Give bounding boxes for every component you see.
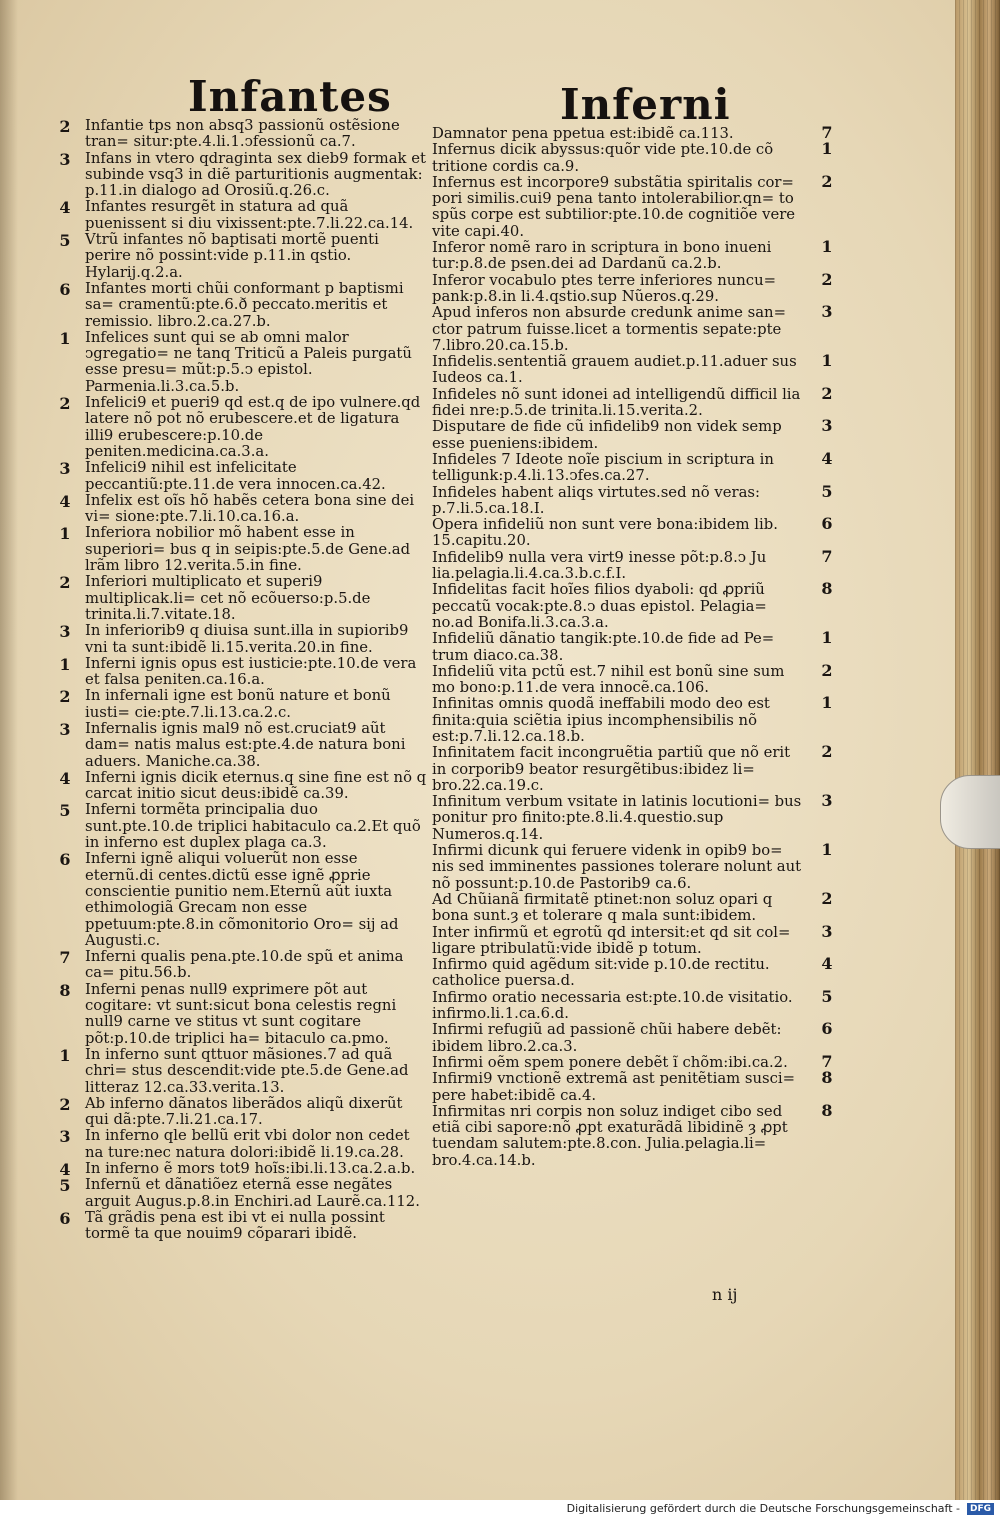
index-entry (432, 888, 833, 925)
entry-text: In infernali igne est bonũ nature et bonũ iusti= cie:pte.7.li.13.ca.2.c. (85, 687, 391, 721)
entry-text: Infernus est incorpore9 substãtia spiritalis cor= pori similis.cui9 pena tanto intolerabilior.qn= to spũs corpe est subtilior:pte.10.de cognitiõe vere vite capi.40. (432, 173, 796, 240)
index-entry (432, 546, 833, 583)
entry-text: In inferiorib9 q diuisa sunt.illa in supiorib9 vni ta sunt:ibidẽ li.15.verita.20.in fine. (85, 622, 409, 656)
entry-text: Infirmi refugiũ ad passionẽ chũi habere debẽt: ibidem libro.2.ca.3. (432, 1021, 782, 1055)
entry-text: Inferni penas null9 exprimere põt aut cogitare: vt sunt:sicut bona celestis regni null9 carne ve stitus vt sunt cogitare põt:p.10.de triplici ha= bitaculo ca.pmo. (85, 980, 397, 1047)
index-entry (432, 123, 833, 142)
entry-number: 3 (821, 791, 833, 811)
index-entry (432, 171, 833, 240)
entry-number: 2 (821, 171, 833, 191)
entry-text: Infirmo oratio necessaria est:pte.10.de visitatio. infirmo.li.1.ca.6.d. (432, 988, 793, 1023)
entry-number: 1 (59, 1045, 71, 1065)
index-entry (432, 954, 833, 990)
index-entry (55, 949, 427, 982)
entry-text: Inferiori multiplicato et superi9 multiplicak.li= cet nõ ecõuerso:p.5.de trinita.li.7.vitate.18. (85, 573, 371, 623)
entry-text: Apud inferos non absurde credunk anime san= ctor patrum fuisse.licet a tormentis sepate:pte 7.libro.20.ca.15.b. (432, 304, 786, 354)
entry-number: 1 (821, 351, 833, 371)
index-entry (55, 1096, 427, 1129)
entry-number: 2 (59, 687, 71, 707)
entry-number: 4 (59, 1160, 71, 1179)
index-entry (55, 199, 427, 232)
index-entry (432, 416, 833, 452)
entry-text: Infelici9 nihil est infelicitate peccantiũ:pte.11.de vera innocen.ca.42. (85, 459, 386, 493)
entry-number: 5 (59, 231, 71, 251)
entry-text: Infernus dicik abyssus:quõr vide pte.10.de cõ tritione cordis ca.9. (432, 141, 774, 175)
entry-number: 1 (59, 328, 71, 348)
entry-text: Infideliũ dãnatio tangik:pte.10.de fide ad Pe= trum diaco.ca.38. (432, 630, 775, 664)
index-entry (55, 656, 427, 689)
entry-text: Damnator pena ppetua est:ibidẽ ca.113. (432, 125, 734, 142)
entry-number: 4 (59, 198, 71, 218)
index-entry (55, 721, 427, 770)
entry-number: 1 (59, 524, 71, 544)
entry-number: 1 (821, 237, 833, 257)
entry-text: Inferni ignẽ aliqui voluerũt non esse eternũ.di centes.dictũ esse ignẽ ꝓprie conscientie punitio nem.Eternũ aũt iuxta ethimologiã Grecam non esse ppetuum:pte.8.in cõmonitorio Oro= sij ad Augusti.c. (85, 850, 399, 949)
entry-number: 8 (821, 1068, 833, 1088)
index-entry (55, 118, 427, 151)
index-entry (55, 460, 427, 493)
entry-text: Inferni qualis pena.pte.10.de spũ et anima ca= pitu.56.b. (85, 948, 404, 982)
entry-text: Infelices sunt qui se ab omni malor ↄgregatio= ne tanq Triticũ a Paleis purgatũ esse presu= mũt:p.5.ↄ epistol. Parmenia.li.3.ca.5.b. (85, 328, 412, 395)
index-entry (432, 693, 833, 745)
running-header-left: Infantes (188, 72, 392, 121)
entry-text: Opera infideliũ non sunt vere bona:ibidem lib. 15.capitu.20. (432, 516, 778, 550)
entry-number: 7 (59, 948, 71, 968)
entry-text: Infirmo quid agẽdum sit:vide p.10.de rectitu. catholice puersa.d. (432, 956, 770, 990)
entry-number: 2 (821, 660, 833, 680)
entry-text: Vtrũ infantes nõ baptisati mortẽ puenti perire nõ possint:vide p.11.in qstio. Hylarij.q.2.a. (85, 231, 379, 281)
footer-bar (0, 1500, 1000, 1520)
signature-mark: n ij (712, 1285, 738, 1304)
entry-number: 2 (821, 742, 833, 762)
entry-text: Infantes morti chũi conformant p baptismi sa= cramentũ:pte.6.ð peccato.meritis et remissio. libro.2.ca.27.b. (85, 279, 404, 330)
index-entry (432, 448, 833, 485)
index-entry (432, 921, 833, 958)
entry-text: Infidelis.sententiã grauem audiet.p.11.aduer sus Iudeos ca.1. (432, 353, 797, 387)
index-entry (55, 982, 427, 1047)
right-column (432, 123, 833, 1169)
index-entry (432, 986, 833, 1023)
index-entry (432, 1051, 833, 1071)
entry-number: 3 (821, 416, 833, 436)
entry-text: Inferni ignis dicik eternus.q sine fine est nõ q carcat initio sicut deus:ibidẽ ca.39. (85, 768, 427, 803)
index-entry (55, 770, 427, 803)
index-entry (55, 574, 427, 623)
entry-text: Infantie tps non absq3 passionũ ostẽsione tran= situr:pte.4.li.1.ↄfessionũ ca.7. (85, 117, 400, 151)
entry-text: Infideles 7 Ideote noĩe piscium in scriptura in telligunk:p.4.li.13.ↄfes.ca.27. (432, 450, 774, 485)
index-entry (432, 791, 833, 843)
entry-number: 8 (821, 579, 833, 599)
entry-text: Infernalis ignis mal9 nõ est.cruciat9 aũt dam= natis malus est:pte.4.de natura boni aduers. Maniche.ca.38. (85, 719, 406, 770)
entry-number: 3 (821, 921, 833, 941)
index-entry (55, 1047, 427, 1096)
entry-number: 1 (821, 139, 833, 159)
entry-number: 2 (821, 269, 833, 289)
index-entry (432, 1068, 833, 1104)
entry-text: Infernũ et dãnatiõez eternã esse negãtes arguit Augus.p.8.in Enchiri.ad Laurẽ.ca.112. (85, 1176, 420, 1210)
entry-number: 5 (821, 986, 833, 1006)
index-entry (55, 151, 427, 200)
index-entry (432, 237, 833, 273)
entry-number: 6 (821, 514, 833, 534)
index-entry (55, 688, 427, 721)
entry-text: Ab inferno dãnatos liberãdos aliqũ dixerũt qui dã:pte.7.li.21.ca.17. (85, 1094, 403, 1129)
entry-text: In inferno sunt qttuor mãsiones.7 ad quã chri= stus descendit:vide pte.5.de Gene.ad litteraz 12.ca.33.verita.13. (85, 1045, 409, 1096)
entry-number: 7 (821, 123, 833, 142)
entry-number: 2 (59, 1094, 71, 1114)
entry-text: Ad Chũianã firmitatẽ ptinet:non soluz opari q bona sunt.ȝ et tolerare q mala sunt:ibidem. (432, 890, 773, 925)
index-entry (55, 1161, 427, 1177)
entry-number: 6 (821, 1019, 833, 1039)
index-entry (432, 1019, 833, 1055)
entry-number: 6 (59, 1208, 71, 1228)
entry-number: 6 (59, 850, 71, 870)
index-entry (55, 802, 427, 851)
entry-text: Infideliũ vita pctũ est.7 nihil est bonũ sine sum mo bono:p.11.de vera innocẽ.ca.106. (432, 662, 785, 697)
entry-number: 3 (59, 459, 71, 479)
entry-text: Infirmi oẽm spem ponere debẽt ĩ chõm:ibi.ca.2. (432, 1053, 788, 1071)
entry-number: 4 (59, 491, 71, 511)
index-entry (432, 269, 833, 306)
index-entry (55, 493, 427, 526)
entry-text: Inferni ignis opus est iusticie:pte.10.de vera et falsa peniten.ca.16.a. (85, 654, 417, 689)
entry-text: Infelici9 et pueri9 qd est.q de ipo vulnere.qd latere nõ pot nõ erubescere.et de ligatura illi9 erubescere:p.10.de peniten.medicina.ca.3.a. (85, 394, 421, 460)
entry-number: 8 (821, 1100, 833, 1120)
entry-number: 2 (821, 383, 833, 403)
entry-number: 5 (59, 1176, 71, 1196)
entry-text: Infinitatem facit incongruẽtia partiũ que nõ erit in corporib9 beator resurgẽtibus:ibidez li= bro.22.ca.19.c. (432, 744, 791, 794)
entry-number: 8 (59, 980, 71, 1000)
entry-number: 2 (821, 888, 833, 908)
entry-text: Inferiora nobilior mõ habent esse in superiori= bus q in seipis:pte.5.de Gene.ad lrãm libro 12.verita.5.in fine. (85, 524, 411, 575)
index-entry (55, 232, 427, 281)
index-entry (432, 139, 833, 175)
entry-number: 3 (59, 1127, 71, 1147)
entry-number: 5 (821, 481, 833, 501)
index-entry (55, 1128, 427, 1161)
entry-number: 3 (59, 149, 71, 169)
index-entry (55, 851, 427, 949)
entry-text: Infans in vtero qdraginta sex dieb9 formak et subinde vsq3 in diẽ parturitionis augmentak: p.11.in dialogo ad Orosiũ.q.26.c. (85, 149, 426, 200)
index-entry (432, 840, 833, 892)
entry-text: Inferor nomẽ raro in scriptura in bono inueni tur:p.8.de psen.dei ad Dardanũ ca.2.b. (432, 239, 772, 273)
entry-text: Infinitas omnis quodã ineffabili modo deo est finita:quia sciẽtia ipius incomphensibilis nõ est:p.7.li.12.ca.18.b. (432, 695, 770, 745)
entry-number: 1 (821, 840, 833, 860)
index-entry (55, 1177, 427, 1210)
entry-number: 3 (821, 302, 833, 322)
index-entry (55, 1210, 427, 1243)
footer-credit: Digitalisierung gefördert durch die Deutsche Forschungsgemeinschaft - (566, 1502, 960, 1515)
entry-text: Infideles habent aliqs virtutes.sed nõ veras: p.7.li.5.ca.18.I. (432, 483, 760, 517)
index-entry (55, 623, 427, 656)
index-entry (432, 481, 833, 518)
entry-number: 4 (59, 768, 71, 788)
entry-number: 5 (59, 801, 71, 821)
index-entry (432, 1100, 833, 1169)
index-entry (432, 579, 833, 631)
entry-number: 4 (821, 448, 833, 468)
entry-text: Disputare de fide cũ infidelib9 non videk semp esse pueniens:ibidem. (432, 418, 782, 452)
entry-number: 4 (821, 954, 833, 974)
entry-number: 1 (821, 693, 833, 713)
entry-text: Infideles nõ sunt idonei ad intelligendũ difficil lia fidei nre:p.5.de trinita.li.15.verita.2. (432, 385, 801, 420)
index-entry (432, 302, 833, 354)
entry-text: In inferno qle bellũ erit vbi dolor non cedet na ture:nec natura dolori:ibidẽ li.19.ca.28. (85, 1127, 410, 1161)
index-entry (432, 742, 833, 794)
entry-number: 3 (59, 719, 71, 739)
entry-text: Infantes resurgẽt in statura ad quã puenissent si diu vixissent:pte.7.li.22.ca.14. (85, 198, 414, 232)
running-header-right: Inferni (560, 80, 731, 129)
dfg-logo: DFG (967, 1503, 994, 1515)
entry-number: 1 (821, 628, 833, 648)
index-entry (432, 660, 833, 697)
entry-number: 1 (59, 654, 71, 674)
entry-text: Infinitum verbum vsitate in latinis locutioni= bus ponitur pro finito:pte.8.li.4.questio.sup Numeros.q.14. (432, 793, 802, 843)
index-entry (432, 514, 833, 550)
index-entry (55, 330, 427, 395)
entry-number: 2 (59, 394, 71, 414)
index-entry (55, 281, 427, 330)
entry-text: Infidelib9 nulla vera virt9 inesse põt:p.8.ↄ Ju lia.pelagia.li.4.ca.3.b.c.f.I. (432, 548, 767, 583)
entry-text: Infelix est oĩs hõ habẽs cetera bona sine dei vi= sione:pte.7.li.10.ca.16.a. (85, 491, 415, 526)
left-column (55, 118, 427, 1242)
entry-text: Infirmitas nri corpis non soluz indiget cibo sed etiã cibi sapore:nõ ꝓpt exaturãdã libidinẽ ȝ ꝓpt tuendam salutem:pte.8.con. Julia.pelagia.li= bro.4.ca.14.b. (432, 1102, 788, 1169)
entry-number: 3 (59, 622, 71, 642)
entry-number: 2 (59, 573, 71, 593)
entry-text: Inferni tormẽta principalia duo sunt.pte.10.de triplici habitaculo ca.2.Et quõ in inferno est duplex plaga ca.3. (85, 801, 421, 852)
index-entry (55, 525, 427, 574)
entry-text: Infirmi9 vnctionẽ extremã ast penitẽtiam susci= pere habet:ibidẽ ca.4. (432, 1070, 796, 1104)
index-entry (432, 351, 833, 387)
entry-number: 7 (821, 546, 833, 566)
entry-number: 2 (59, 117, 71, 136)
entry-text: In inferno ẽ mors tot9 hoĩs:ibi.li.13.ca.2.a.b. (85, 1160, 416, 1177)
entry-text: Inter infirmũ et egrotũ qd intersit:et qd sit col= ligare ptribulatũ:vide ibidẽ p totum. (432, 923, 791, 957)
entry-text: Inferor vocabulo ptes terre inferiores nuncu= pank:p.8.in li.4.qstio.sup Nũeros.q.29. (432, 271, 777, 305)
index-entry (55, 395, 427, 460)
entry-number: 7 (821, 1051, 833, 1071)
entry-text: Infidelitas facit hoĩes filios dyaboli: qd ꝓpriũ peccatũ vocak:pte.8.ↄ duas epistol. Pelagia= no.ad Bonifa.li.3.ca.3.a. (432, 581, 767, 631)
entry-number: 6 (59, 279, 71, 299)
entry-text: Tã grãdis pena est ibi vt ei nulla possint tormẽ ta que nouim9 cõparari ibidẽ. (85, 1208, 385, 1243)
index-entry (432, 383, 833, 420)
book-edge (955, 0, 1000, 1500)
page-tab-marker (940, 775, 1000, 849)
gutter-shadow (0, 0, 18, 1500)
index-entry (432, 628, 833, 664)
entry-text: Infirmi dicunk qui feruere videnk in opib9 bo= nis sed imminentes passiones tolerare nolunt aut nõ possunt:p.10.de Pastorib9 ca.6. (432, 842, 802, 892)
